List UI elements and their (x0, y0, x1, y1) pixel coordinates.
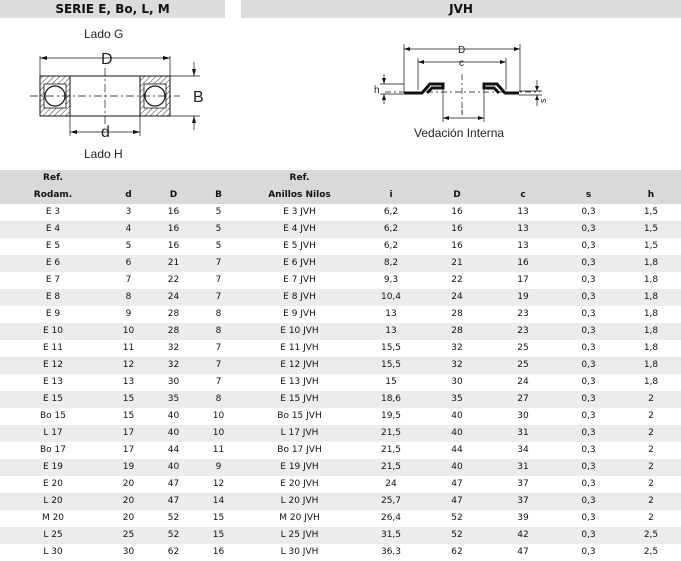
table-cell: 1,5 (621, 221, 681, 238)
table-cell: 7 (106, 272, 151, 289)
table-cell: 0,3 (556, 357, 621, 374)
table-row (0, 476, 681, 493)
table-cell: 47 (151, 493, 196, 510)
table-cell: 5 (196, 204, 241, 221)
table-cell: 21 (151, 255, 196, 272)
table-cell: 16 (196, 544, 241, 561)
table-cell: 20 (106, 493, 151, 510)
table-cell: 30 (106, 544, 151, 561)
table-cell: 47 (151, 476, 196, 493)
table-cell: 37 (490, 493, 556, 510)
table-cell: 0,3 (556, 544, 621, 561)
table-cell: 12 (106, 357, 151, 374)
table-cell: 62 (424, 544, 490, 561)
table-cell: 8 (196, 391, 241, 408)
column-header: Anillos Nilos (241, 187, 358, 204)
table-cell: 0,3 (556, 323, 621, 340)
column-header: D (424, 187, 490, 204)
table-cell: Bo 15 (0, 408, 106, 425)
table-cell: E 10 (0, 323, 106, 340)
table-cell: 21,5 (358, 459, 424, 476)
table-cell: E 13 JVH (241, 374, 358, 391)
dim-c-right: c (459, 58, 464, 69)
table-cell: 0,3 (556, 459, 621, 476)
table-cell: L 25 JVH (241, 527, 358, 544)
table-cell: 16 (490, 255, 556, 272)
table-header-row-2 (0, 187, 681, 204)
table-cell: 7 (196, 340, 241, 357)
table-row (0, 272, 681, 289)
table-cell: 62 (151, 544, 196, 561)
table-cell: 13 (358, 306, 424, 323)
table-cell: E 3 (0, 204, 106, 221)
table-cell: 21,5 (358, 442, 424, 459)
table-cell: 17 (106, 442, 151, 459)
table-cell: 13 (490, 204, 556, 221)
table-cell: 24 (358, 476, 424, 493)
table-cell: 18,6 (358, 391, 424, 408)
table-cell: L 25 (0, 527, 106, 544)
table-cell: 9,3 (358, 272, 424, 289)
table-cell: 36,3 (358, 544, 424, 561)
table-cell: 17 (106, 425, 151, 442)
table-cell: 2 (621, 408, 681, 425)
bearing-section-drawing (30, 56, 200, 136)
table-cell: 30 (424, 374, 490, 391)
column-header: d (106, 187, 151, 204)
column-header: Ref. (0, 170, 106, 187)
table-row (0, 493, 681, 510)
table-cell: 15 (196, 510, 241, 527)
table-cell: L 20 JVH (241, 493, 358, 510)
table-cell: 0,3 (556, 442, 621, 459)
table-cell: 2 (621, 391, 681, 408)
table-cell: 31 (490, 459, 556, 476)
table-cell: 7 (196, 255, 241, 272)
table-cell: 21 (424, 255, 490, 272)
dim-h-right: h (374, 85, 380, 96)
series-header: SERIE E, Bo, L, M (0, 0, 225, 18)
table-cell: 0,3 (556, 476, 621, 493)
table-cell: Bo 17 (0, 442, 106, 459)
table-cell: 22 (151, 272, 196, 289)
table-cell: 0,3 (556, 425, 621, 442)
table-cell: M 20 (0, 510, 106, 527)
table-cell: E 12 JVH (241, 357, 358, 374)
table-cell: 24 (424, 289, 490, 306)
table-cell: 0,3 (556, 493, 621, 510)
table-cell: 15 (106, 408, 151, 425)
table-cell: E 20 (0, 476, 106, 493)
table-cell: 47 (424, 493, 490, 510)
jvh-header: JVH (241, 0, 681, 18)
table-cell: 28 (424, 323, 490, 340)
table-cell: 0,3 (556, 408, 621, 425)
table-cell: 2 (621, 476, 681, 493)
table-cell: 4 (106, 221, 151, 238)
table-cell: 15,5 (358, 357, 424, 374)
column-header (621, 170, 681, 187)
table-cell: 23 (490, 323, 556, 340)
table-cell: 25 (106, 527, 151, 544)
table-cell: 11 (196, 442, 241, 459)
table-cell: 9 (106, 306, 151, 323)
table-cell: 1,5 (621, 204, 681, 221)
table-cell: 5 (106, 238, 151, 255)
table-cell: 1,8 (621, 357, 681, 374)
table-cell: 0,3 (556, 510, 621, 527)
table-cell: 0,3 (556, 391, 621, 408)
table-cell: E 5 JVH (241, 238, 358, 255)
table-cell: E 9 JVH (241, 306, 358, 323)
table-cell: E 4 (0, 221, 106, 238)
table-cell: 16 (151, 221, 196, 238)
table-cell: 13 (106, 374, 151, 391)
table-cell: 30 (151, 374, 196, 391)
dim-B-left: B (193, 89, 204, 106)
table-cell: Bo 15 JVH (241, 408, 358, 425)
table-cell: 10,4 (358, 289, 424, 306)
table-cell: M 20 JVH (241, 510, 358, 527)
table-cell: 52 (151, 510, 196, 527)
table-cell: E 19 (0, 459, 106, 476)
table-cell: 0,3 (556, 238, 621, 255)
table-cell: 5 (196, 221, 241, 238)
table-cell: 40 (424, 425, 490, 442)
table-cell: 25,7 (358, 493, 424, 510)
table-cell: 0,3 (556, 221, 621, 238)
table-row (0, 391, 681, 408)
table-row (0, 442, 681, 459)
column-header: i (358, 187, 424, 204)
table-cell: E 10 JVH (241, 323, 358, 340)
table-cell: 13 (358, 323, 424, 340)
table-cell: E 7 JVH (241, 272, 358, 289)
column-header: Ref. (241, 170, 358, 187)
table-row (0, 510, 681, 527)
table-cell: 35 (424, 391, 490, 408)
vedacion-interna-label: Vedación Interna (414, 126, 505, 140)
table-cell: 30 (490, 408, 556, 425)
table-cell: 24 (490, 374, 556, 391)
column-header (106, 170, 151, 187)
table-cell: 0,3 (556, 374, 621, 391)
table-cell: 16 (151, 204, 196, 221)
table-cell: 0,3 (556, 255, 621, 272)
table-cell: 25 (490, 357, 556, 374)
table-cell: 47 (424, 476, 490, 493)
table-cell: 31,5 (358, 527, 424, 544)
column-header (556, 170, 621, 187)
column-header: D (151, 187, 196, 204)
table-cell: E 12 (0, 357, 106, 374)
column-header (424, 170, 490, 187)
table-row (0, 255, 681, 272)
table-row (0, 340, 681, 357)
table-cell: 5 (196, 238, 241, 255)
table-cell: 1,8 (621, 374, 681, 391)
table-cell: 40 (151, 408, 196, 425)
column-header (151, 170, 196, 187)
table-cell: E 3 JVH (241, 204, 358, 221)
table-cell: 0,3 (556, 204, 621, 221)
table-cell: 34 (490, 442, 556, 459)
column-header (358, 170, 424, 187)
dimensions-table (0, 170, 681, 561)
table-cell: 9 (196, 459, 241, 476)
lado-g-label: Lado G (84, 27, 124, 41)
dim-D-left: D (101, 51, 113, 68)
table-cell: 1,8 (621, 272, 681, 289)
dim-i-right: i (461, 107, 464, 118)
table-cell: 0,3 (556, 340, 621, 357)
table-cell: 21,5 (358, 425, 424, 442)
table-cell: 16 (424, 221, 490, 238)
table-cell: E 5 (0, 238, 106, 255)
table-cell: E 6 JVH (241, 255, 358, 272)
table-cell: 28 (424, 306, 490, 323)
table-row (0, 357, 681, 374)
table-cell: E 20 JVH (241, 476, 358, 493)
table-cell: 32 (424, 340, 490, 357)
table-cell: 16 (151, 238, 196, 255)
table-cell: E 11 (0, 340, 106, 357)
table-cell: 0,3 (556, 527, 621, 544)
table-cell: L 30 (0, 544, 106, 561)
table-row (0, 289, 681, 306)
table-row (0, 323, 681, 340)
column-header: s (556, 187, 621, 204)
table-cell: 1,8 (621, 306, 681, 323)
table-cell: 40 (151, 425, 196, 442)
table-cell: 11 (106, 340, 151, 357)
table-cell: E 8 (0, 289, 106, 306)
table-cell: 7 (196, 374, 241, 391)
table-cell: 1,8 (621, 289, 681, 306)
table-cell: 14 (196, 493, 241, 510)
table-cell: 7 (196, 357, 241, 374)
table-cell: 32 (424, 357, 490, 374)
table-cell: 19 (490, 289, 556, 306)
table-cell: 35 (151, 391, 196, 408)
table-cell: 8,2 (358, 255, 424, 272)
table-cell: 24 (151, 289, 196, 306)
table-row (0, 204, 681, 221)
table-cell: 31 (490, 425, 556, 442)
table-cell: 6,2 (358, 221, 424, 238)
table-cell: 6,2 (358, 204, 424, 221)
table-cell: 7 (196, 272, 241, 289)
table-cell: 13 (490, 221, 556, 238)
table-cell: 42 (490, 527, 556, 544)
table-cell: 3 (106, 204, 151, 221)
table-cell: 7 (196, 289, 241, 306)
table-cell: 28 (151, 323, 196, 340)
table-cell: L 17 JVH (241, 425, 358, 442)
table-cell: 40 (151, 459, 196, 476)
table-cell: E 6 (0, 255, 106, 272)
table-cell: 37 (490, 476, 556, 493)
table-cell: E 13 (0, 374, 106, 391)
table-cell: 15 (196, 527, 241, 544)
table-cell: 1,8 (621, 340, 681, 357)
table-cell: 44 (151, 442, 196, 459)
table-cell: 16 (424, 204, 490, 221)
table-cell: L 20 (0, 493, 106, 510)
table-cell: 6 (106, 255, 151, 272)
table-cell: 2 (621, 442, 681, 459)
dim-d-left: d (101, 124, 110, 141)
column-header: c (490, 187, 556, 204)
table-cell: E 19 JVH (241, 459, 358, 476)
diagrams (0, 18, 681, 168)
dim-s-right: s (538, 98, 548, 103)
table-cell: 1,5 (621, 238, 681, 255)
column-header: B (196, 187, 241, 204)
table-cell: 23 (490, 306, 556, 323)
table-cell: 1,8 (621, 323, 681, 340)
table-cell: 20 (106, 510, 151, 527)
table-cell: E 7 (0, 272, 106, 289)
column-header (196, 170, 241, 187)
table-cell: 16 (424, 238, 490, 255)
table-cell: 0,3 (556, 289, 621, 306)
table-cell: 2 (621, 425, 681, 442)
table-cell: 25 (490, 340, 556, 357)
table-cell: 28 (151, 306, 196, 323)
table-cell: 1,8 (621, 255, 681, 272)
table-row (0, 408, 681, 425)
table-cell: 6,2 (358, 238, 424, 255)
table-cell: 52 (151, 527, 196, 544)
table-row (0, 425, 681, 442)
table-cell: 0,3 (556, 272, 621, 289)
table-row (0, 221, 681, 238)
dim-D-right: D (458, 45, 466, 56)
table-cell: L 17 (0, 425, 106, 442)
table-cell: 2,5 (621, 544, 681, 561)
table-cell: 2 (621, 493, 681, 510)
table-cell: 8 (196, 306, 241, 323)
table-cell: E 15 JVH (241, 391, 358, 408)
table-row (0, 544, 681, 561)
table-cell: E 9 (0, 306, 106, 323)
table-cell: 0,3 (556, 306, 621, 323)
table-cell: 32 (151, 357, 196, 374)
table-cell: 40 (424, 459, 490, 476)
table-cell: 52 (424, 527, 490, 544)
column-header (490, 170, 556, 187)
table-cell: 19 (106, 459, 151, 476)
table-cell: 32 (151, 340, 196, 357)
table-cell: E 11 JVH (241, 340, 358, 357)
table-cell: 22 (424, 272, 490, 289)
table-cell: 52 (424, 510, 490, 527)
table-cell: Bo 17 JVH (241, 442, 358, 459)
table-cell: 20 (106, 476, 151, 493)
table-cell: 12 (196, 476, 241, 493)
table-header-row-1 (0, 170, 681, 187)
table-cell: 10 (196, 425, 241, 442)
table-cell: L 30 JVH (241, 544, 358, 561)
table-cell: E 8 JVH (241, 289, 358, 306)
table-row (0, 374, 681, 391)
table-cell: 17 (490, 272, 556, 289)
table-body (0, 204, 681, 561)
table-cell: 39 (490, 510, 556, 527)
table-cell: 13 (490, 238, 556, 255)
table-cell: 10 (106, 323, 151, 340)
table-cell: 10 (196, 408, 241, 425)
table-cell: 8 (106, 289, 151, 306)
table-cell: 40 (424, 408, 490, 425)
table-row (0, 527, 681, 544)
table-row (0, 459, 681, 476)
lado-h-label: Lado H (84, 147, 123, 161)
table-cell: 44 (424, 442, 490, 459)
table-cell: E 4 JVH (241, 221, 358, 238)
column-header: Rodam. (0, 187, 106, 204)
table-cell: 8 (196, 323, 241, 340)
table-cell: 15 (106, 391, 151, 408)
table-cell: 15,5 (358, 340, 424, 357)
table-cell: E 15 (0, 391, 106, 408)
table-cell: 2,5 (621, 527, 681, 544)
table-row (0, 238, 681, 255)
table-cell: 15 (358, 374, 424, 391)
table-cell: 19,5 (358, 408, 424, 425)
table-cell: 47 (490, 544, 556, 561)
table-cell: 2 (621, 510, 681, 527)
table-cell: 26,4 (358, 510, 424, 527)
table-row (0, 306, 681, 323)
column-header: h (621, 187, 681, 204)
table-cell: 2 (621, 459, 681, 476)
table-cell: 27 (490, 391, 556, 408)
